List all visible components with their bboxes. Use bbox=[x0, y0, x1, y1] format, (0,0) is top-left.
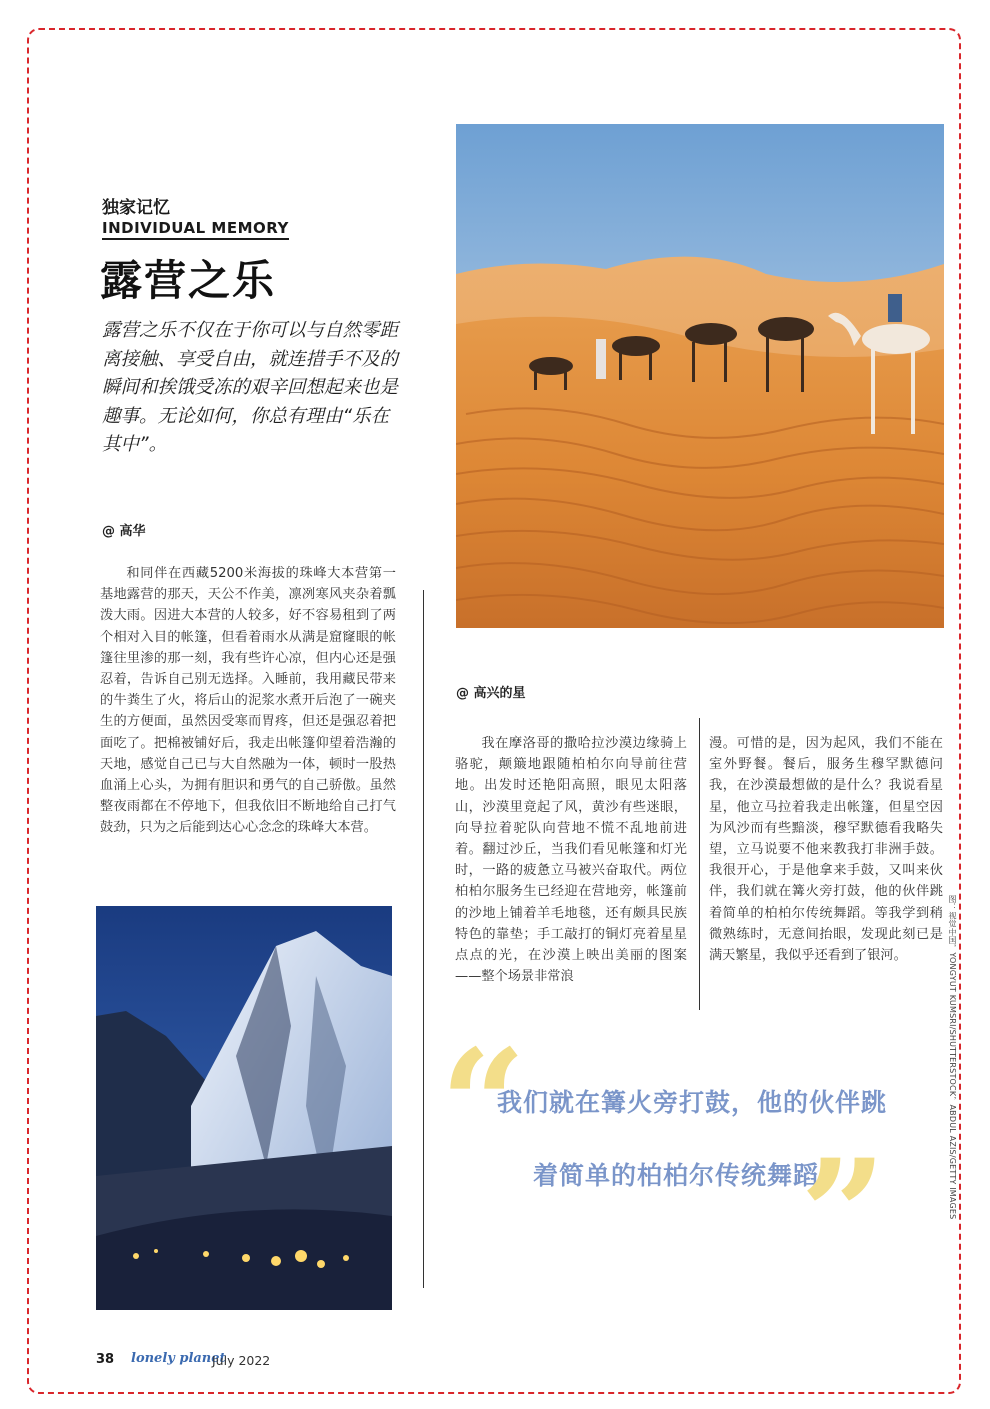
pullquote-line1: 我们就在篝火旁打鼓，他的伙伴跳 bbox=[497, 1088, 888, 1117]
open-quote-mark: “ bbox=[440, 1017, 527, 1193]
column-divider bbox=[423, 590, 424, 1288]
column-divider-2 bbox=[699, 718, 700, 1010]
photo-credit: 图：视觉中国，YONGYUT KUMSRI/SHUTTERSTOCK，ABDUL AZIS/GETTY IMAGES bbox=[948, 895, 957, 1220]
pullquote-line2: 着简单的柏柏尔传统舞蹈。 bbox=[533, 1161, 846, 1190]
section-kicker-cn: 独家记忆 bbox=[102, 198, 170, 218]
close-quote-mark: ” bbox=[800, 1127, 887, 1303]
everest-base-camp-photo bbox=[96, 906, 392, 1310]
page-number: 38 bbox=[96, 1352, 115, 1367]
issue-date: July 2022 bbox=[212, 1353, 271, 1368]
desert-camel-photo bbox=[456, 124, 944, 628]
story1-byline: @ 高华 bbox=[102, 524, 146, 539]
story2-body-column1: 我在摩洛哥的撒哈拉沙漠边缘骑上骆驼，颠簸地跟随柏柏尔向导前往营地。出发时还艳阳高照，眼见太阳落山，沙漠里竟起了风，黄沙有些迷眼，向导拉着驼队向营地不慌不乱地前进着。翻过沙丘，当我们看见帐篷和灯光时，一路的疲惫立马被兴奋取代。两位柏柏尔服务生已经迎在营地旁，帐篷前的沙地上铺着羊毛地毯，还有颇具民族特色的靠垫；手工敲打的铜灯亮着星星点点的光，在沙漠上映出美丽的图案——整个场景非常浪 bbox=[455, 736, 687, 985]
section-kicker-en: INDIVIDUAL MEMORY bbox=[102, 219, 289, 240]
article-intro: 露营之乐不仅在于你可以与自然零距离接触、享受自由，就连措手不及的瞬间和挨饿受冻的艰辛回想起来也是趣事。无论如何，你总有理由“乐在其中”。 bbox=[102, 320, 399, 455]
story2-body-column2: 漫。可惜的是，因为起风，我们不能在室外野餐。餐后，服务生穆罕默德问我，在沙漠最想做的是什么？我说看星星，他立马拉着我走出帐篷，但星空因为风沙而有些黯淡，穆罕默德看我略失望，立马说要不他来教我打非洲手鼓。我很开心，于是他拿来手鼓，又叫来伙伴，我们就在篝火旁打鼓，他的伙伴跳着简单的柏柏尔传统舞蹈。等我学到稍微熟练时，无意间抬眼，发现此刻已是满天繁星，我似乎还看到了银河。 bbox=[709, 736, 943, 964]
story2-byline: @ 高兴的星 bbox=[456, 686, 526, 701]
article-headline: 露营之乐 bbox=[100, 256, 277, 305]
story1-body: 和同伴在西藏5200米海拔的珠峰大本营第一基地露营的那天，天公不作美，凛冽寒风夹杂着瓢泼大雨。因进大本营的人较多，好不容易租到了两个相对入目的帐篷，但看着雨水从满是窟窿眼的帐篷往里渗的那一刻，我有些许心凉，但内心还是强忍着，告诉自己别无选择。入睡前，我用藏民带来的牛粪生了火，将后山的泥浆水煮开后泡了一碗夹生的方便面，虽然因受寒而胃疼，但还是强忍着把面吃了。把棉被铺好后，我走出帐篷仰望着浩瀚的天地，感觉自己已与大自然融为一体，顿时一股热血涌上心头，为拥有胆识和勇气的自己骄傲。虽然整夜雨都在不停地下，但我依旧不断地给自己打气鼓劲，只为之后能到达心心念念的珠峰大本营。 bbox=[100, 566, 396, 836]
magazine-logo: lonely planet bbox=[131, 1351, 226, 1366]
